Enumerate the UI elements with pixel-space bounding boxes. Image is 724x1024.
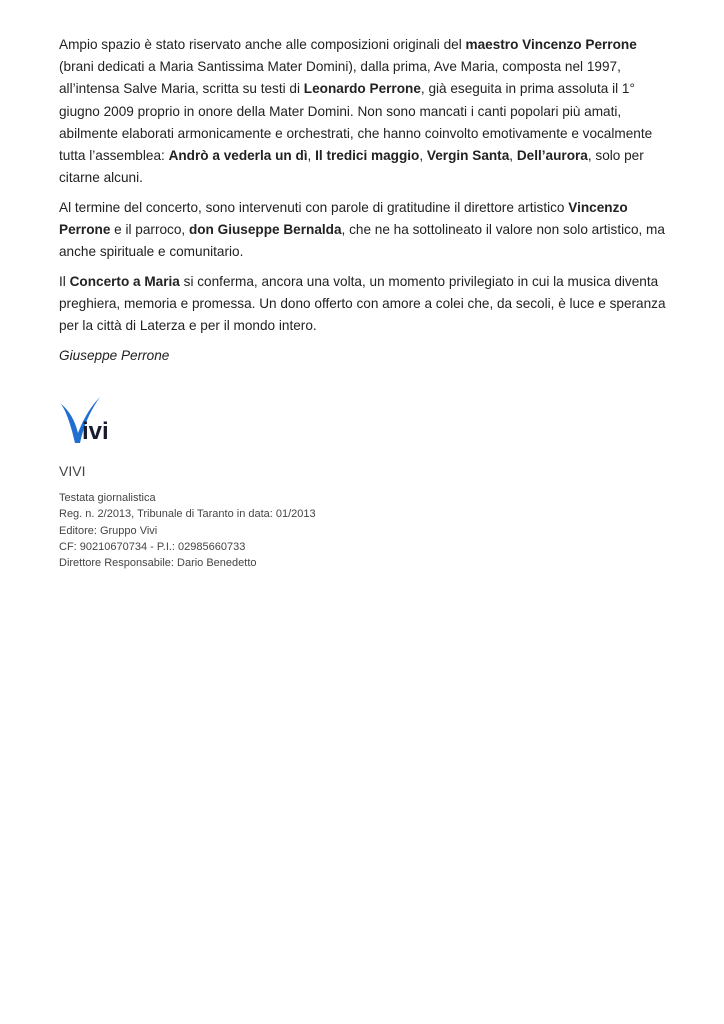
text-run: , bbox=[419, 148, 427, 164]
text-run: si conferma, ancora una volta, un momento privilegiato in cui la musica diventa preghiera, memoria e promessa. Un dono offerto con amore a colei che, da secoli, è luce e speranza per la città di Laterza e per il mondo intero. bbox=[59, 274, 666, 334]
text-run: Al termine del concerto, sono intervenuti con parole di gratitudine il direttore artistico bbox=[59, 199, 569, 215]
footer-line-masthead: Testata giornalistica bbox=[59, 492, 156, 504]
vivi-logo bbox=[58, 395, 122, 451]
bold-name: Vincenzo Perrone bbox=[59, 199, 628, 238]
logo-wordmark: ivi bbox=[82, 418, 109, 445]
bold-name: maestro Vincenzo Perrone bbox=[465, 37, 637, 52]
publication-name: VIVI bbox=[59, 463, 86, 479]
bold-song-title: Vergin Santa bbox=[426, 148, 510, 164]
footer-line-registration: Reg. n. 2/2013, Tribunale di Taranto in data: 01/2013 bbox=[59, 508, 316, 521]
text-run: , che ne ha sottolineato il valore non solo artistico, ma anche spirituale e comunitario. bbox=[59, 222, 665, 260]
article-paragraph bbox=[59, 34, 669, 189]
bold-song-title: Dell’aurora bbox=[516, 148, 588, 164]
footer-line-publisher: Editore: Gruppo Vivi bbox=[59, 524, 158, 537]
text-run: , bbox=[307, 148, 316, 164]
article-body bbox=[59, 34, 669, 375]
text-run: , solo per citarne alcuni. bbox=[59, 148, 644, 186]
text-run: , bbox=[509, 148, 517, 164]
publication-footer bbox=[59, 462, 459, 571]
text-run: , già eseguita in prima assoluta il 1° giugno 2009 proprio in onore della Mater Domini. Non sono mancati i canti popolari più amati, abilmente elaborati armonicamente e orchestrati, che hanno coinvolto emotivamente e vocalmente tutta l’assemblea: bbox=[59, 81, 653, 164]
text-run: (brani dedicati a Maria Santissima Mater Domini), dalla prima, Ave Maria, composta nel 1997, all’intensa Salve Maria, scritta su testi di bbox=[59, 59, 621, 97]
article-paragraph bbox=[59, 197, 669, 264]
author-signature: Giuseppe Perrone bbox=[59, 348, 170, 364]
footer-line-tax-codes: CF: 90210670734 - P.I.: 02985660733 bbox=[59, 540, 246, 553]
text-run: Il bbox=[59, 274, 70, 290]
bold-event-name: Concerto a Maria bbox=[69, 274, 180, 290]
vivi-logo-icon bbox=[58, 395, 122, 451]
bold-name: don Giuseppe Bernalda bbox=[188, 222, 342, 238]
footer-line-editor: Direttore Responsabile: Dario Benedetto bbox=[59, 557, 257, 570]
bold-name: Leonardo Perrone bbox=[303, 81, 421, 97]
text-run: Ampio spazio è stato riservato anche alle composizioni originali del bbox=[59, 37, 466, 52]
bold-song-title: Il tredici maggio bbox=[315, 148, 420, 164]
article-paragraph bbox=[59, 271, 669, 338]
text-run: e il parroco, bbox=[110, 222, 189, 238]
bold-song-title: Andrò a vederla un dì bbox=[168, 148, 308, 164]
